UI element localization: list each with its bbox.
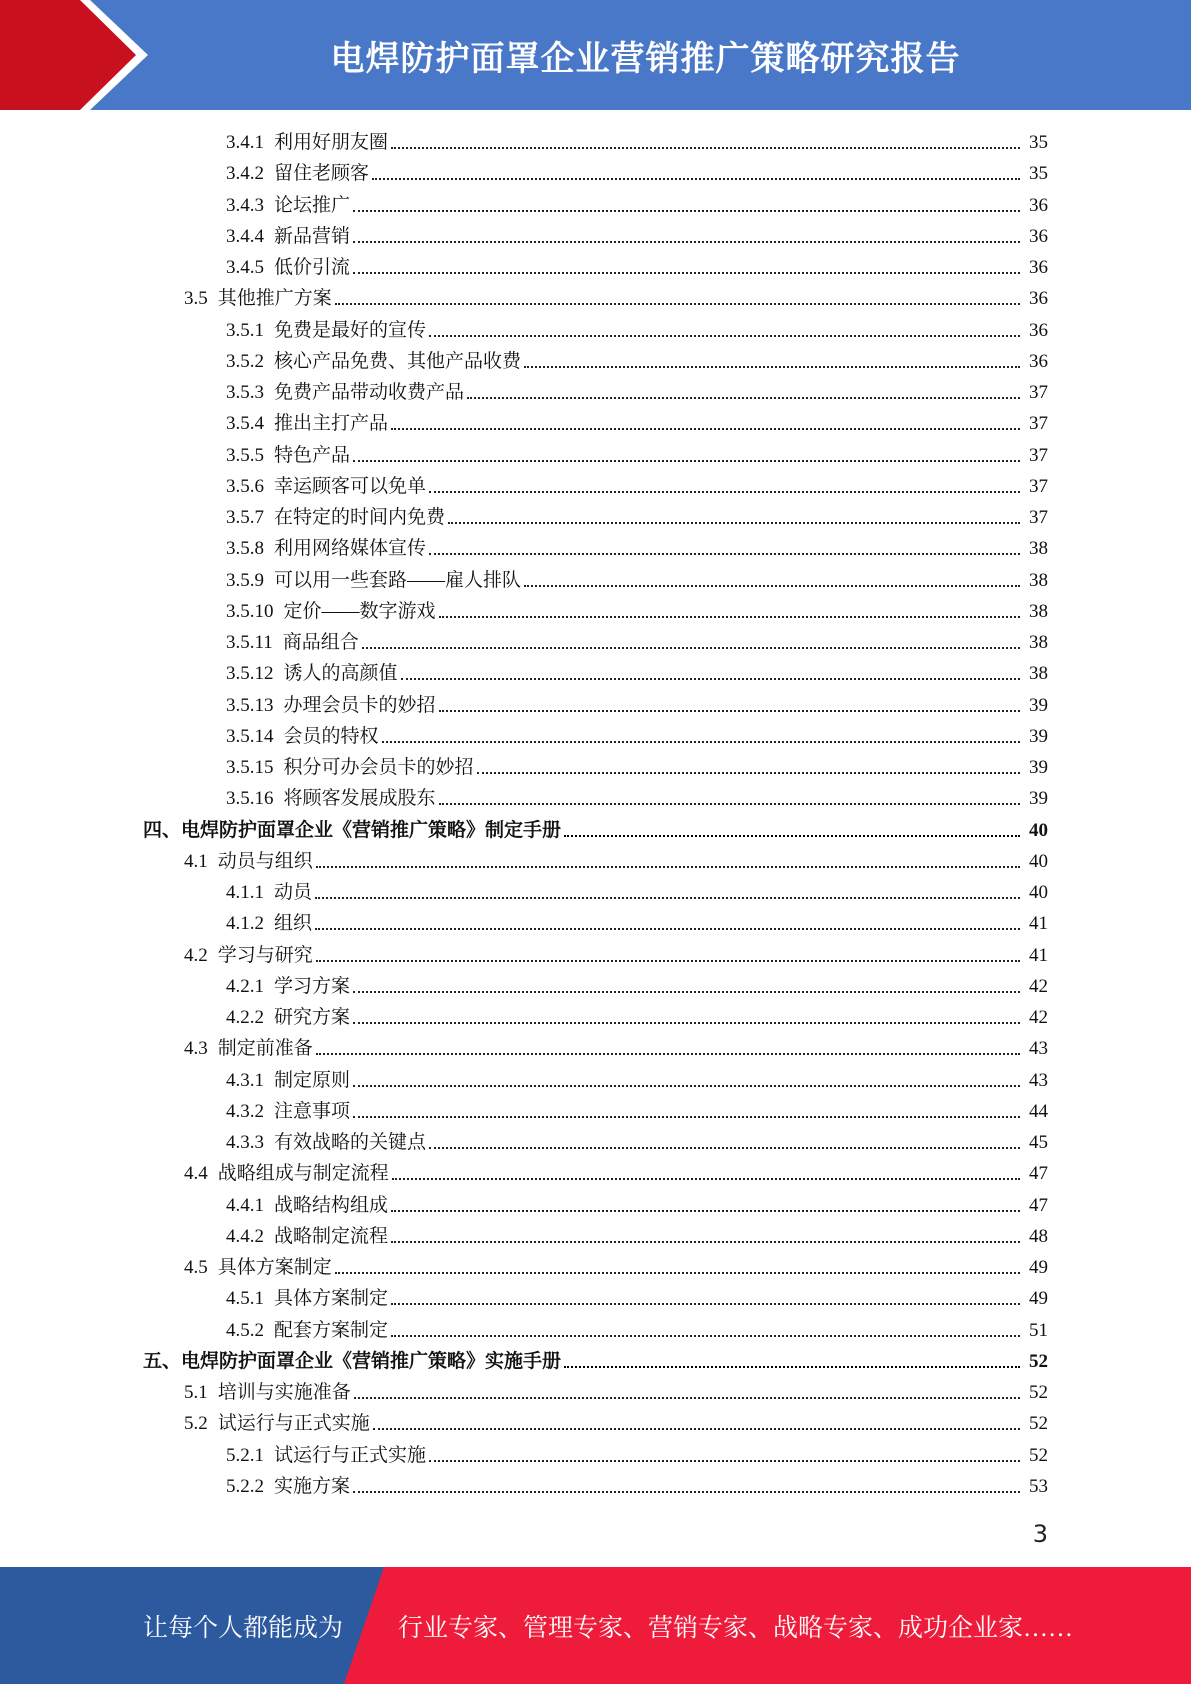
toc-dot-leader (353, 1491, 1020, 1493)
toc-entry-number: 4.4.1 (226, 1194, 264, 1216)
toc-entry-title: 利用好朋友圈 (274, 132, 389, 153)
toc-entry-page: 53 (1029, 1475, 1048, 1497)
toc-entry-page: 43 (1029, 1069, 1048, 1091)
toc-entry[interactable] (226, 440, 1048, 471)
toc-entry-page: 40 (1029, 882, 1048, 903)
toc-entry-title: 注意事项 (274, 1100, 351, 1122)
toc-entry-title: 办理会员卡的妙招 (283, 694, 436, 716)
toc-entry-page: 40 (1029, 850, 1048, 872)
toc-entry-page: 52 (1029, 1413, 1048, 1435)
toc-entry[interactable] (226, 1283, 1048, 1314)
toc-entry-number: 4.2.2 (226, 1007, 264, 1028)
toc-entry-title: 商品组合 (282, 632, 359, 653)
toc-entry-number: 4.4.2 (226, 1225, 264, 1247)
toc-dot-leader (429, 553, 1020, 555)
toc-dot-leader (439, 803, 1020, 805)
toc-dot-leader (429, 1460, 1020, 1462)
toc-entry-title: 战略组成与制定流程 (217, 1163, 389, 1185)
toc-entry-title: 免费是最好的宣传 (274, 319, 427, 341)
footer-slogan-right: 行业专家、管理专家、营销专家、战略专家、成功企业家…… (398, 1614, 1074, 1642)
toc-dot-leader (353, 460, 1020, 462)
toc-entry-number: 4.1 (184, 850, 208, 872)
toc-entry-title: 推出主打产品 (274, 413, 389, 435)
toc-entry[interactable] (226, 721, 1048, 752)
toc-entry[interactable] (184, 940, 1048, 971)
toc-entry[interactable] (226, 1221, 1048, 1252)
toc-dot-leader (316, 1053, 1020, 1055)
toc-dot-leader (354, 1397, 1020, 1399)
toc-entry-title: 具体方案制定 (217, 1257, 332, 1278)
toc-entry-title: 留住老顾客 (274, 163, 370, 185)
toc-dot-leader (448, 522, 1020, 524)
toc-entry-number: 4.4 (184, 1163, 208, 1185)
toc-dot-leader (524, 585, 1020, 587)
toc-entry-page: 36 (1029, 319, 1048, 341)
toc-entry-number: 3.5.1 (226, 319, 264, 341)
toc-entry-title: 学习与研究 (217, 944, 313, 966)
toc-entry-page: 39 (1029, 788, 1048, 810)
toc-entry[interactable] (226, 1440, 1048, 1471)
toc-entry[interactable] (226, 1315, 1048, 1346)
toc-dot-leader (373, 1428, 1020, 1430)
toc-entry-page: 36 (1029, 288, 1048, 310)
toc-entry-number: 3.5.10 (226, 600, 274, 622)
toc-entry-page: 42 (1029, 1007, 1048, 1028)
toc-entry-number: 4.3.3 (226, 1132, 264, 1153)
toc-entry-page: 35 (1029, 163, 1048, 185)
toc-entry-page: 36 (1029, 225, 1048, 247)
toc-entry-title: 会员的特权 (283, 725, 379, 747)
page-footer (0, 1567, 1191, 1684)
toc-entry-page: 37 (1029, 507, 1048, 528)
toc-entry-number: 3.4.3 (226, 194, 264, 216)
toc-entry-number: 4.1.1 (226, 882, 264, 903)
toc-entry-title: 五、电焊防护面罩企业《营销推广策略》实施手册 (143, 1350, 562, 1372)
toc-entry[interactable] (226, 627, 1048, 658)
toc-entry-title: 论坛推广 (274, 194, 351, 216)
toc-entry-title: 制定原则 (274, 1069, 351, 1091)
toc-entry-number: 4.5.2 (226, 1319, 264, 1341)
toc-dot-leader (335, 303, 1020, 305)
toc-dot-leader (316, 960, 1020, 962)
toc-dot-leader (382, 741, 1020, 743)
toc-entry-page: 35 (1029, 132, 1048, 153)
toc-entry-page: 49 (1029, 1288, 1048, 1310)
footer-slogan-left: 让每个人都能成为 (143, 1614, 344, 1642)
toc-entry-number: 3.5.12 (226, 663, 274, 685)
toc-entry-number: 4.2 (184, 944, 208, 966)
toc-entry[interactable] (226, 1190, 1048, 1221)
toc-entry-page: 44 (1029, 1100, 1048, 1122)
toc-dot-leader (429, 1147, 1020, 1149)
toc-entry[interactable] (226, 1002, 1048, 1033)
toc-dot-leader (391, 147, 1020, 149)
toc-entry[interactable] (226, 908, 1048, 939)
toc-entry-number: 3.4.4 (226, 225, 264, 247)
toc-entry[interactable] (226, 127, 1048, 158)
toc-entry-title: 利用网络媒体宣传 (274, 538, 427, 560)
toc-dot-leader (467, 397, 1020, 399)
toc-entry-title: 制定前准备 (217, 1038, 313, 1060)
toc-entry-page: 39 (1029, 757, 1048, 778)
toc-entry-page: 42 (1029, 975, 1048, 997)
toc-entry-page: 45 (1029, 1132, 1048, 1153)
toc-dot-leader (439, 616, 1020, 618)
toc-dot-leader (401, 678, 1020, 680)
toc-entry-page: 51 (1029, 1319, 1048, 1341)
toc-entry-number: 3.5.16 (226, 788, 274, 810)
toc-entry-title: 试运行与正式实施 (274, 1444, 427, 1466)
toc-dot-leader (429, 491, 1020, 493)
toc-entry-page: 38 (1029, 663, 1048, 685)
toc-entry-number: 5.2.2 (226, 1475, 264, 1497)
toc-entry[interactable] (184, 1033, 1048, 1064)
toc-dot-leader (353, 1085, 1020, 1087)
toc-entry-number: 3.5.14 (226, 725, 274, 747)
toc-dot-leader (353, 1116, 1020, 1118)
report-title: 电焊防护面罩企业营销推广策略研究报告 (330, 38, 961, 79)
toc-entry-number: 3.5.6 (226, 475, 264, 497)
toc-entry[interactable] (226, 1127, 1048, 1158)
toc-entry[interactable] (226, 221, 1048, 252)
toc-entry[interactable] (226, 596, 1048, 627)
toc-entry-title: 其他推广方案 (217, 288, 332, 310)
toc-entry-page: 39 (1029, 725, 1048, 747)
toc-entry[interactable] (143, 815, 1048, 846)
toc-entry[interactable] (184, 1408, 1048, 1439)
toc-entry-title: 四、电焊防护面罩企业《营销推广策略》制定手册 (143, 819, 562, 841)
toc-dot-leader (391, 1335, 1020, 1337)
toc-entry[interactable] (226, 315, 1048, 346)
toc-entry-number: 3.5.15 (226, 757, 274, 778)
toc-entry[interactable] (226, 752, 1048, 783)
toc-dot-leader (391, 1241, 1020, 1243)
toc-entry-number: 5.2.1 (226, 1444, 264, 1466)
toc-entry-number: 3.5.7 (226, 507, 264, 528)
toc-entry-page: 38 (1029, 632, 1048, 653)
toc-entry-page: 52 (1029, 1382, 1048, 1403)
toc-entry-title: 可以用一些套路——雇人排队 (274, 569, 522, 591)
toc-entry-number: 4.3 (184, 1038, 208, 1060)
toc-entry-page: 41 (1029, 944, 1048, 966)
toc-entry-title: 培训与实施准备 (217, 1382, 351, 1403)
toc-entry-title: 学习方案 (274, 975, 351, 997)
toc-entry[interactable] (226, 346, 1048, 377)
toc-entry-title: 组织 (274, 913, 313, 935)
toc-entry-page: 48 (1029, 1225, 1048, 1247)
toc-entry-number: 3.5.5 (226, 444, 264, 466)
toc-entry-page: 43 (1029, 1038, 1048, 1060)
toc-entry-page: 52 (1029, 1444, 1048, 1466)
toc-dot-leader (429, 335, 1020, 337)
toc-entry-number: 3.5.9 (226, 569, 264, 591)
toc-entry[interactable] (143, 1346, 1048, 1377)
toc-entry-title: 在特定的时间内免费 (274, 507, 446, 528)
toc-dot-leader (353, 1022, 1020, 1024)
toc-entry-page: 37 (1029, 444, 1048, 466)
toc-entry-title: 积分可办会员卡的妙招 (283, 757, 474, 778)
toc-entry-page: 52 (1029, 1350, 1048, 1372)
toc-dot-leader (315, 928, 1020, 930)
toc-dot-leader (316, 866, 1020, 868)
toc-entry[interactable] (184, 283, 1048, 314)
toc-entry-page: 37 (1029, 413, 1048, 435)
toc-entry-page: 41 (1029, 913, 1048, 935)
toc-entry[interactable] (184, 1377, 1048, 1408)
toc-dot-leader (391, 428, 1020, 430)
toc-entry[interactable] (184, 846, 1048, 877)
toc-entry-number: 4.5.1 (226, 1288, 264, 1310)
toc-entry-title: 免费产品带动收费产品 (274, 382, 465, 403)
toc-entry[interactable] (226, 658, 1048, 689)
toc-entry-title: 特色产品 (274, 444, 351, 466)
toc-dot-leader (439, 710, 1020, 712)
toc-entry[interactable] (226, 408, 1048, 439)
toc-entry[interactable] (226, 565, 1048, 596)
toc-entry-title: 定价——数字游戏 (283, 600, 436, 622)
toc-entry-number: 4.5 (184, 1257, 208, 1278)
toc-entry-title: 诱人的高颜值 (283, 663, 398, 685)
toc-dot-leader (362, 647, 1020, 649)
toc-entry-page: 47 (1029, 1163, 1048, 1185)
toc-entry-title: 将顾客发展成股东 (283, 788, 436, 810)
toc-dot-leader (564, 1366, 1020, 1368)
toc-entry-title: 战略结构组成 (274, 1194, 389, 1216)
toc-entry-page: 38 (1029, 569, 1048, 591)
toc-entry-number: 3.5.2 (226, 350, 264, 372)
toc-entry-title: 配套方案制定 (274, 1319, 389, 1341)
toc-entry-number: 3.5 (184, 288, 208, 310)
toc-entry-page: 38 (1029, 538, 1048, 560)
toc-entry-page: 47 (1029, 1194, 1048, 1216)
toc-entry[interactable] (226, 377, 1048, 408)
toc-entry-page: 36 (1029, 194, 1048, 216)
toc-entry-number: 3.5.3 (226, 382, 264, 403)
toc-entry-page: 40 (1029, 819, 1048, 841)
toc-dot-leader (353, 241, 1020, 243)
toc-dot-leader (391, 1210, 1020, 1212)
toc-entry[interactable] (226, 471, 1048, 502)
toc-entry-number: 3.4.2 (226, 163, 264, 185)
toc-entry[interactable] (226, 190, 1048, 221)
toc-entry-title: 实施方案 (274, 1475, 351, 1497)
toc-entry-number: 4.1.2 (226, 913, 264, 935)
toc-entry-title: 战略制定流程 (274, 1225, 389, 1247)
toc-dot-leader (524, 366, 1020, 368)
toc-entry-page: 39 (1029, 694, 1048, 716)
toc-entry-title: 有效战略的关键点 (274, 1132, 427, 1153)
toc-entry-title: 新品营销 (274, 225, 351, 247)
toc-dot-leader (353, 210, 1020, 212)
toc-dot-leader (477, 772, 1020, 774)
toc-dot-leader (392, 1178, 1020, 1180)
toc-entry-title: 具体方案制定 (274, 1288, 389, 1310)
toc-dot-leader (353, 991, 1020, 993)
toc-dot-leader (372, 178, 1020, 180)
page-header (0, 0, 1191, 110)
toc-entry[interactable] (184, 1252, 1048, 1283)
toc-entry-number: 5.1 (184, 1382, 208, 1403)
toc-entry-number: 4.3.2 (226, 1100, 264, 1122)
toc-entry[interactable] (226, 1065, 1048, 1096)
toc-entry-page: 36 (1029, 257, 1048, 278)
toc-entry-title: 研究方案 (274, 1007, 351, 1028)
toc-entry[interactable] (226, 1096, 1048, 1127)
toc-dot-leader (391, 1303, 1020, 1305)
toc-entry-number: 3.4.1 (226, 132, 264, 153)
toc-entry-page: 37 (1029, 475, 1048, 497)
toc-entry-title: 核心产品免费、其他产品收费 (274, 350, 522, 372)
toc-entry-title: 低价引流 (274, 257, 351, 278)
toc-dot-leader (315, 897, 1020, 899)
toc-entry-page: 38 (1029, 600, 1048, 622)
toc-dot-leader (564, 835, 1020, 837)
toc-entry[interactable] (226, 877, 1048, 908)
toc-entry-number: 5.2 (184, 1413, 208, 1435)
toc-entry-number: 3.5.8 (226, 538, 264, 560)
toc-entry-number: 3.5.13 (226, 694, 274, 716)
toc-entry-title: 动员 (274, 882, 313, 903)
toc-entry-title: 幸运顾客可以免单 (274, 475, 427, 497)
toc-entry[interactable] (226, 502, 1048, 533)
toc-entry-title: 动员与组织 (217, 850, 313, 872)
toc-entry[interactable] (184, 1158, 1048, 1189)
toc-entry-number: 3.5.4 (226, 413, 264, 435)
toc-entry-page: 36 (1029, 350, 1048, 372)
toc-entry-number: 3.4.5 (226, 257, 264, 278)
toc-entry-page: 49 (1029, 1257, 1048, 1278)
toc-entry[interactable] (226, 783, 1048, 814)
toc-entry-title: 试运行与正式实施 (217, 1413, 370, 1435)
page-number: 3 (1032, 1520, 1048, 1548)
toc-entry-page: 37 (1029, 382, 1048, 403)
toc-entry[interactable] (226, 1471, 1048, 1502)
toc-entry[interactable] (226, 971, 1048, 1002)
toc-dot-leader (335, 1272, 1020, 1274)
toc-entry[interactable] (226, 690, 1048, 721)
toc-dot-leader (353, 272, 1020, 274)
toc-entry-number: 4.2.1 (226, 975, 264, 997)
toc-entry[interactable] (226, 252, 1048, 283)
toc-entry-number: 4.3.1 (226, 1069, 264, 1091)
toc-entry-number: 3.5.11 (226, 632, 273, 653)
toc-entry[interactable] (226, 533, 1048, 564)
toc-entry[interactable] (226, 158, 1048, 189)
